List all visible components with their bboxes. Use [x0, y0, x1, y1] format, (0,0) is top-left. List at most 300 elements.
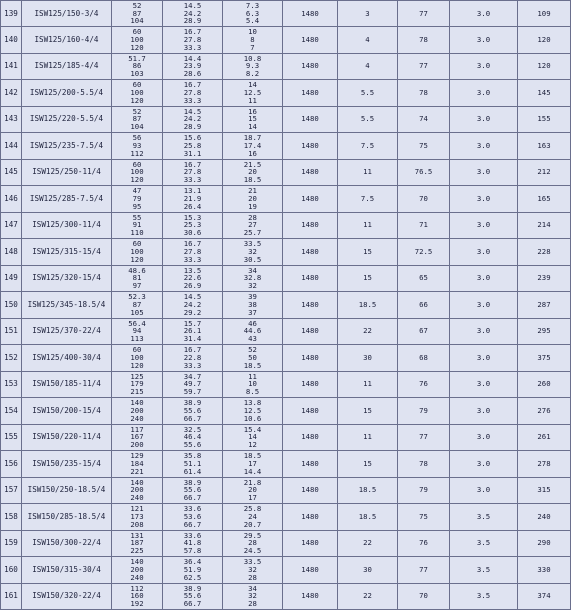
table-row — [1, 398, 571, 425]
power-values-cell — [223, 53, 283, 80]
motor-power-cell: 11 — [338, 371, 398, 398]
head-values-line: 27.8 — [183, 87, 202, 97]
flow-values-line: 105 — [130, 307, 144, 317]
speed-cell: 1480 — [283, 239, 338, 266]
head-values-cell — [163, 212, 223, 239]
speed-cell: 1480 — [283, 292, 338, 319]
flow-values-line: 52 — [132, 106, 142, 116]
power-values-line: 32 — [248, 564, 257, 574]
head-values-line: 15.6 — [183, 133, 202, 143]
flow-values-line: 97 — [132, 281, 142, 291]
efficiency-cell: 77 — [398, 53, 450, 80]
model-name-cell: ISW125/400-30/4 — [22, 345, 112, 372]
head-values-line: 32.5 — [183, 424, 202, 434]
power-values-cell — [223, 345, 283, 372]
npsh-cell: 3.5 — [450, 504, 518, 531]
flow-values-cell — [112, 398, 163, 425]
table-row — [1, 424, 571, 451]
weight-cell: 145 — [518, 80, 571, 107]
head-values-cell — [163, 371, 223, 398]
npsh-cell: 3.0 — [450, 106, 518, 133]
flow-values-line: 60 — [132, 27, 142, 37]
head-values-line: 14.4 — [183, 53, 202, 63]
power-values-line: 30.5 — [243, 254, 262, 264]
head-values-cell — [163, 186, 223, 213]
power-values-line: 16 — [248, 106, 257, 116]
flow-values-line: 187 — [130, 538, 144, 548]
power-values-line: 8.5 — [245, 387, 260, 397]
motor-power-cell: 4 — [338, 53, 398, 80]
speed-cell: 1480 — [283, 557, 338, 584]
motor-power-cell: 11 — [338, 424, 398, 451]
npsh-cell: 3.0 — [450, 239, 518, 266]
head-values-line: 16.7 — [183, 80, 202, 90]
head-values-line: 31.4 — [183, 334, 202, 344]
npsh-cell: 3.0 — [450, 212, 518, 239]
flow-values-line: 215 — [130, 387, 144, 397]
head-values-line: 15.3 — [183, 212, 202, 222]
model-name-cell: ISW150/235-15/4 — [22, 451, 112, 478]
head-values-line: 33.3 — [183, 175, 202, 185]
table-row — [1, 583, 571, 610]
head-values-line: 22.6 — [183, 273, 202, 283]
flow-values-line: 240 — [130, 493, 144, 503]
head-values-line: 26.9 — [183, 281, 202, 291]
weight-cell: 214 — [518, 212, 571, 239]
flow-values-line: 79 — [132, 193, 142, 203]
npsh-cell: 3.5 — [450, 583, 518, 610]
flow-values-cell — [112, 1, 163, 27]
power-values-line: 32 — [248, 281, 257, 291]
head-values-line: 16.7 — [183, 239, 202, 249]
model-name-cell: ISW150/220-11/4 — [22, 424, 112, 451]
speed-cell: 1480 — [283, 27, 338, 54]
efficiency-cell: 79 — [398, 477, 450, 504]
head-values-line: 55.6 — [183, 405, 202, 415]
head-values-line: 33.6 — [183, 504, 202, 514]
model-name-cell: ISW125/150-3/4 — [22, 1, 112, 27]
power-values-cell — [223, 451, 283, 478]
motor-power-cell: 18.5 — [338, 504, 398, 531]
power-values-line: 12 — [248, 440, 257, 450]
efficiency-cell: 78 — [398, 80, 450, 107]
head-values-line: 61.4 — [183, 466, 202, 476]
head-values-line: 34.7 — [183, 371, 202, 381]
weight-cell: 155 — [518, 106, 571, 133]
power-values-line: 18.7 — [243, 133, 262, 143]
head-values-line: 28.9 — [183, 16, 202, 26]
head-values-line: 38.9 — [183, 477, 202, 487]
flow-values-line: 240 — [130, 572, 144, 582]
motor-power-cell: 11 — [338, 212, 398, 239]
head-values-cell — [163, 345, 223, 372]
flow-values-line: 55 — [132, 212, 142, 222]
head-values-line: 33.3 — [183, 95, 202, 105]
weight-cell: 315 — [518, 477, 571, 504]
head-values-line: 21.9 — [183, 193, 202, 203]
model-name-cell: ISW150/320-22/4 — [22, 583, 112, 610]
flow-values-line: 140 — [130, 557, 144, 567]
weight-cell: 109 — [518, 1, 571, 27]
table-row — [1, 451, 571, 478]
flow-values-line: 60 — [132, 345, 142, 355]
row-number-cell: 143 — [1, 106, 22, 133]
row-number-cell: 140 — [1, 27, 22, 54]
weight-cell: 120 — [518, 53, 571, 80]
flow-values-line: 52 — [132, 0, 142, 10]
model-name-cell: ISW125/220-5.5/4 — [22, 106, 112, 133]
row-number-cell: 145 — [1, 159, 22, 186]
speed-cell: 1480 — [283, 212, 338, 239]
power-values-cell — [223, 371, 283, 398]
power-values-line: 16 — [248, 148, 257, 158]
flow-values-line: 120 — [130, 42, 144, 52]
head-values-cell — [163, 530, 223, 557]
flow-values-line: 225 — [130, 546, 144, 556]
row-number-cell: 153 — [1, 371, 22, 398]
flow-values-cell — [112, 583, 163, 610]
flow-values-line: 87 — [132, 299, 142, 309]
model-name-cell: ISW125/370-22/4 — [22, 318, 112, 345]
weight-cell: 276 — [518, 398, 571, 425]
motor-power-cell: 5.5 — [338, 106, 398, 133]
npsh-cell: 3.0 — [450, 345, 518, 372]
motor-power-cell: 22 — [338, 318, 398, 345]
efficiency-cell: 75 — [398, 504, 450, 531]
flow-values-cell — [112, 424, 163, 451]
head-values-line: 59.7 — [183, 387, 202, 397]
motor-power-cell: 7.5 — [338, 186, 398, 213]
head-values-line: 35.8 — [183, 451, 202, 461]
head-values-line: 28.9 — [183, 122, 202, 132]
efficiency-cell: 77 — [398, 557, 450, 584]
weight-cell: 120 — [518, 27, 571, 54]
efficiency-cell: 67 — [398, 318, 450, 345]
flow-values-line: 87 — [132, 114, 142, 124]
flow-values-line: 200 — [130, 405, 144, 415]
speed-cell: 1480 — [283, 265, 338, 292]
weight-cell: 261 — [518, 424, 571, 451]
speed-cell: 1480 — [283, 504, 338, 531]
table-body — [1, 1, 571, 610]
weight-cell: 260 — [518, 371, 571, 398]
efficiency-cell: 65 — [398, 265, 450, 292]
motor-power-cell: 5.5 — [338, 80, 398, 107]
head-values-line: 38.9 — [183, 583, 202, 593]
model-name-cell: ISW150/200-15/4 — [22, 398, 112, 425]
flow-values-line: 104 — [130, 122, 144, 132]
power-values-line: 5.4 — [245, 16, 260, 26]
efficiency-cell: 70 — [398, 186, 450, 213]
motor-power-cell: 30 — [338, 345, 398, 372]
power-values-line: 10.8 — [243, 53, 262, 63]
efficiency-cell: 78 — [398, 27, 450, 54]
head-values-line: 33.6 — [183, 530, 202, 540]
head-values-line: 57.8 — [183, 546, 202, 556]
npsh-cell: 3.5 — [450, 557, 518, 584]
power-values-line: 12.5 — [243, 87, 262, 97]
flow-values-line: 179 — [130, 379, 144, 389]
model-name-cell: ISW125/200-5.5/4 — [22, 80, 112, 107]
row-number-cell: 146 — [1, 186, 22, 213]
head-values-line: 29.2 — [183, 307, 202, 317]
power-values-line: 25.7 — [243, 228, 262, 238]
motor-power-cell: 15 — [338, 398, 398, 425]
power-values-line: 11 — [248, 95, 257, 105]
flow-values-line: 60 — [132, 159, 142, 169]
head-values-line: 66.7 — [183, 413, 202, 423]
power-values-line: 14 — [248, 432, 257, 442]
npsh-cell: 3.0 — [450, 371, 518, 398]
power-values-line: 21.5 — [243, 159, 262, 169]
power-values-line: 17 — [248, 458, 257, 468]
head-values-line: 13.5 — [183, 265, 202, 275]
flow-values-line: 208 — [130, 519, 144, 529]
power-values-line: 20 — [248, 167, 257, 177]
power-values-cell — [223, 1, 283, 27]
head-values-cell — [163, 159, 223, 186]
power-values-cell — [223, 318, 283, 345]
head-values-line: 27.8 — [183, 167, 202, 177]
model-name-cell: ISW125/320-15/4 — [22, 265, 112, 292]
power-values-line: 10 — [248, 379, 257, 389]
table-row — [1, 345, 571, 372]
npsh-cell: 3.0 — [450, 1, 518, 27]
speed-cell: 1480 — [283, 424, 338, 451]
speed-cell: 1480 — [283, 1, 338, 27]
power-values-line: 9.3 — [245, 61, 260, 71]
speed-cell: 1480 — [283, 345, 338, 372]
head-values-line: 24.2 — [183, 299, 202, 309]
power-values-cell — [223, 133, 283, 160]
head-values-line: 49.7 — [183, 379, 202, 389]
power-values-cell — [223, 583, 283, 610]
row-number-cell: 158 — [1, 504, 22, 531]
flow-values-line: 131 — [130, 530, 144, 540]
flow-values-line: 120 — [130, 95, 144, 105]
head-values-line: 14.5 — [183, 292, 202, 302]
head-values-line: 66.7 — [183, 493, 202, 503]
head-values-line: 16.7 — [183, 27, 202, 37]
power-values-line: 32 — [248, 591, 257, 601]
power-values-line: 7.3 — [245, 0, 260, 10]
flow-values-line: 51.7 — [128, 53, 146, 63]
flow-values-cell — [112, 265, 163, 292]
power-values-line: 28 — [248, 538, 257, 548]
power-values-line: 12.5 — [243, 405, 262, 415]
power-values-line: 29.5 — [243, 530, 262, 540]
npsh-cell: 3.0 — [450, 53, 518, 80]
weight-cell: 290 — [518, 530, 571, 557]
power-values-line: 27 — [248, 220, 257, 230]
flow-values-cell — [112, 557, 163, 584]
table-row — [1, 27, 571, 54]
power-values-cell — [223, 424, 283, 451]
power-values-line: 34 — [248, 265, 257, 275]
motor-power-cell: 22 — [338, 583, 398, 610]
table-row — [1, 212, 571, 239]
power-values-cell — [223, 212, 283, 239]
table-row — [1, 318, 571, 345]
head-values-cell — [163, 583, 223, 610]
efficiency-cell: 76.5 — [398, 159, 450, 186]
flow-values-cell — [112, 159, 163, 186]
head-values-line: 16.7 — [183, 159, 202, 169]
row-number-cell: 150 — [1, 292, 22, 319]
power-values-line: 15 — [248, 114, 257, 124]
power-values-cell — [223, 186, 283, 213]
head-values-line: 31.1 — [183, 148, 202, 158]
flow-values-line: 94 — [132, 326, 142, 336]
flow-values-line: 121 — [130, 504, 144, 514]
power-values-cell — [223, 398, 283, 425]
motor-power-cell: 15 — [338, 265, 398, 292]
power-values-line: 25.8 — [243, 504, 262, 514]
flow-values-line: 240 — [130, 413, 144, 423]
flow-values-line: 56.4 — [128, 318, 146, 328]
flow-values-line: 113 — [130, 334, 144, 344]
flow-values-line: 120 — [130, 360, 144, 370]
table-row — [1, 265, 571, 292]
power-values-line: 33.5 — [243, 239, 262, 249]
flow-values-line: 192 — [130, 599, 144, 609]
speed-cell: 1480 — [283, 159, 338, 186]
power-values-line: 10 — [248, 27, 257, 37]
flow-values-line: 167 — [130, 432, 144, 442]
npsh-cell: 3.0 — [450, 159, 518, 186]
flow-values-line: 140 — [130, 398, 144, 408]
weight-cell: 374 — [518, 583, 571, 610]
flow-values-line: 112 — [130, 583, 144, 593]
head-values-cell — [163, 1, 223, 27]
model-name-cell: ISW125/160-4/4 — [22, 27, 112, 54]
head-values-cell — [163, 424, 223, 451]
model-name-cell: ISW150/185-11/4 — [22, 371, 112, 398]
head-values-cell — [163, 239, 223, 266]
head-values-line: 55.6 — [183, 440, 202, 450]
flow-values-cell — [112, 106, 163, 133]
model-name-cell: ISW125/315-15/4 — [22, 239, 112, 266]
flow-values-line: 60 — [132, 80, 142, 90]
motor-power-cell: 7.5 — [338, 133, 398, 160]
power-values-line: 7 — [250, 42, 255, 52]
power-values-cell — [223, 159, 283, 186]
efficiency-cell: 70 — [398, 583, 450, 610]
head-values-line: 55.6 — [183, 485, 202, 495]
flow-values-line: 129 — [130, 451, 144, 461]
table-row — [1, 239, 571, 266]
speed-cell: 1480 — [283, 477, 338, 504]
npsh-cell: 3.0 — [450, 27, 518, 54]
weight-cell: 239 — [518, 265, 571, 292]
row-number-cell: 161 — [1, 583, 22, 610]
head-values-line: 36.4 — [183, 557, 202, 567]
table-row — [1, 53, 571, 80]
table-row — [1, 159, 571, 186]
power-values-line: 14 — [248, 80, 257, 90]
weight-cell: 287 — [518, 292, 571, 319]
motor-power-cell: 18.5 — [338, 477, 398, 504]
speed-cell: 1480 — [283, 186, 338, 213]
flow-values-line: 221 — [130, 466, 144, 476]
head-values-line: 22.8 — [183, 352, 202, 362]
motor-power-cell: 30 — [338, 557, 398, 584]
model-name-cell: ISW125/235-7.5/4 — [22, 133, 112, 160]
npsh-cell: 3.0 — [450, 265, 518, 292]
head-values-line: 23.9 — [183, 61, 202, 71]
flow-values-line: 117 — [130, 424, 144, 434]
flow-values-line: 120 — [130, 254, 144, 264]
weight-cell: 228 — [518, 239, 571, 266]
power-values-line: 32 — [248, 246, 257, 256]
weight-cell: 278 — [518, 451, 571, 478]
model-name-cell: ISW125/345-18.5/4 — [22, 292, 112, 319]
row-number-cell: 160 — [1, 557, 22, 584]
table-row — [1, 477, 571, 504]
row-number-cell: 155 — [1, 424, 22, 451]
flow-values-line: 52.3 — [128, 292, 146, 302]
power-values-line: 19 — [248, 201, 257, 211]
power-values-line: 44.6 — [243, 326, 262, 336]
row-number-cell: 139 — [1, 1, 22, 27]
power-values-cell — [223, 239, 283, 266]
model-name-cell: ISW150/285-18.5/4 — [22, 504, 112, 531]
power-values-line: 8.2 — [245, 69, 260, 79]
head-values-line: 51.9 — [183, 564, 202, 574]
power-values-line: 38 — [248, 299, 257, 309]
speed-cell: 1480 — [283, 80, 338, 107]
motor-power-cell: 18.5 — [338, 292, 398, 319]
flow-values-line: 140 — [130, 477, 144, 487]
head-values-line: 41.8 — [183, 538, 202, 548]
npsh-cell: 3.0 — [450, 451, 518, 478]
flow-values-line: 200 — [130, 485, 144, 495]
flow-values-cell — [112, 212, 163, 239]
flow-values-line: 103 — [130, 69, 144, 79]
head-values-cell — [163, 106, 223, 133]
speed-cell: 1480 — [283, 318, 338, 345]
flow-values-line: 56 — [132, 133, 142, 143]
speed-cell: 1480 — [283, 106, 338, 133]
speed-cell: 1480 — [283, 583, 338, 610]
head-values-line: 25.3 — [183, 220, 202, 230]
row-number-cell: 148 — [1, 239, 22, 266]
head-values-cell — [163, 318, 223, 345]
npsh-cell: 3.0 — [450, 133, 518, 160]
head-values-line: 24.2 — [183, 8, 202, 18]
efficiency-cell: 66 — [398, 292, 450, 319]
table-row — [1, 557, 571, 584]
npsh-cell: 3.0 — [450, 80, 518, 107]
flow-values-line: 104 — [130, 16, 144, 26]
motor-power-cell: 11 — [338, 159, 398, 186]
flow-values-line: 47 — [132, 186, 142, 196]
power-values-line: 13.8 — [243, 398, 262, 408]
flow-values-cell — [112, 80, 163, 107]
power-values-line: 11 — [248, 371, 257, 381]
weight-cell: 212 — [518, 159, 571, 186]
head-values-cell — [163, 477, 223, 504]
head-values-cell — [163, 53, 223, 80]
efficiency-cell: 75 — [398, 133, 450, 160]
npsh-cell: 3.0 — [450, 318, 518, 345]
motor-power-cell: 4 — [338, 27, 398, 54]
power-values-line: 52 — [248, 345, 257, 355]
model-name-cell: ISW150/250-18.5/4 — [22, 477, 112, 504]
flow-values-line: 200 — [130, 564, 144, 574]
power-values-line: 24 — [248, 511, 257, 521]
power-values-line: 32.8 — [243, 273, 262, 283]
